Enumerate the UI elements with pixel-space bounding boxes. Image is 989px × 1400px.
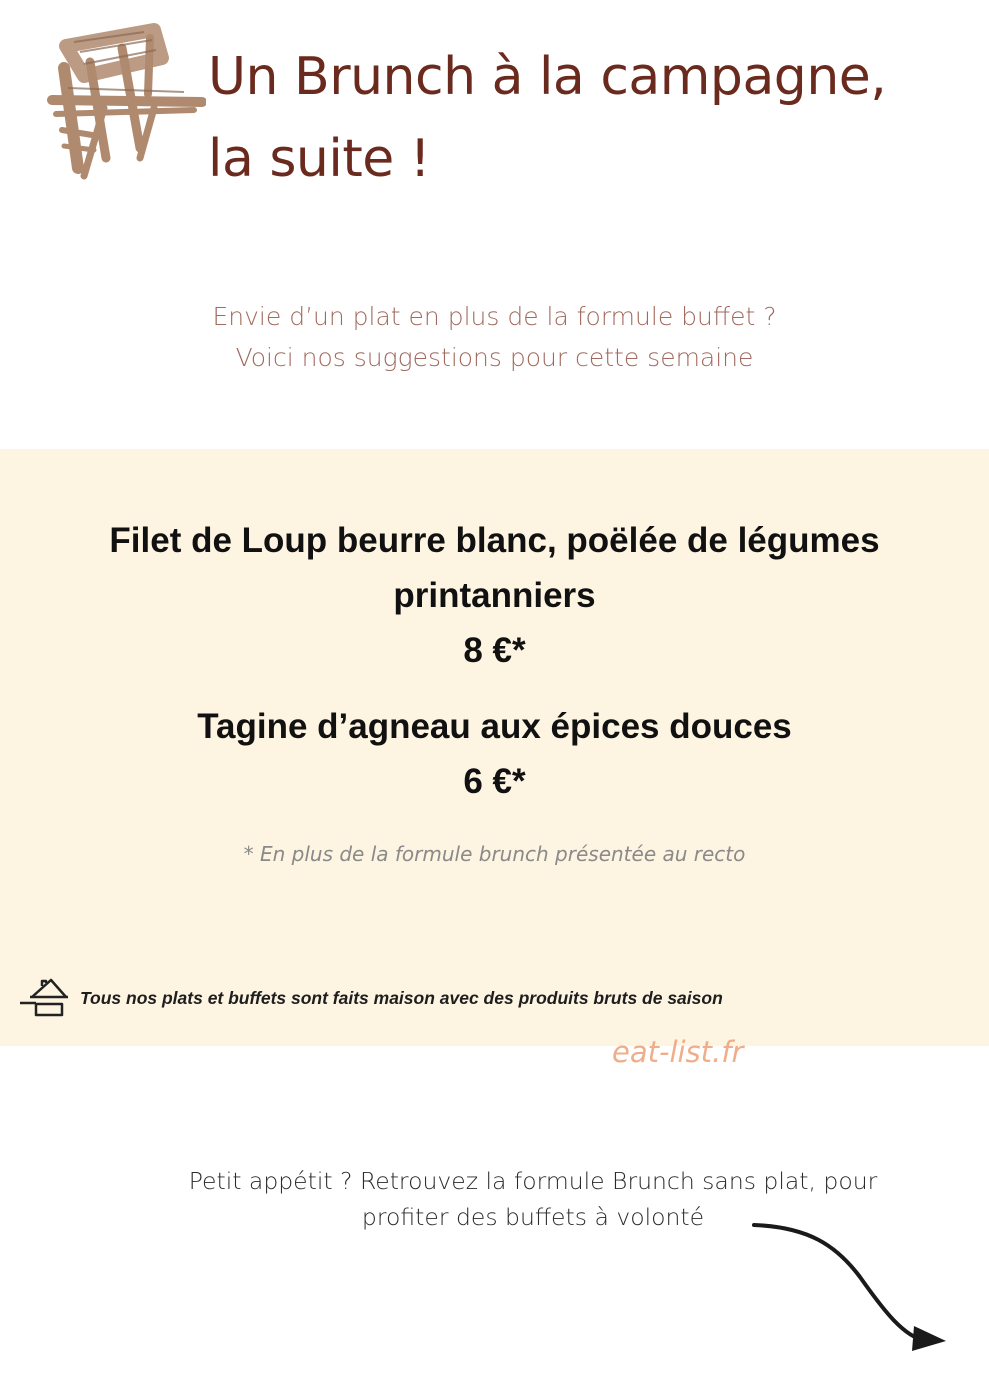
price-footnote: * En plus de la formule brunch présentée au recto xyxy=(243,842,746,866)
homemade-house-icon xyxy=(18,975,70,1019)
dish-name-line-1: Filet de Loup beurre blanc, poëlée de légumes xyxy=(109,521,880,560)
curved-arrow-icon xyxy=(748,1215,958,1360)
page-title-line-1: Un Brunch à la campagne, xyxy=(208,47,887,107)
dish-price: 8 €* xyxy=(463,631,526,670)
chair-sketch-logo-icon xyxy=(44,18,206,180)
bottom-note-line-1: Petit appétit ? Retrouvez la formule Brunch sans plat, pour xyxy=(188,1167,878,1195)
dish-price: 6 €* xyxy=(463,762,526,801)
homemade-statement: Tous nos plats et buffets sont faits maison avec des produits bruts de saison xyxy=(80,988,723,1008)
watermark: eat-list.fr xyxy=(612,1035,744,1069)
intro-line-1: Envie d’un plat en plus de la formule buffet ? xyxy=(212,302,777,331)
page-title xyxy=(208,36,968,200)
dish-name-line-2: printanniers xyxy=(393,576,596,615)
intro-text xyxy=(0,296,989,378)
page-title-line-2: la suite ! xyxy=(208,129,431,189)
dish-name-line-1: Tagine d’agneau aux épices douces xyxy=(197,707,792,746)
intro-line-2: Voici nos suggestions pour cette semaine xyxy=(235,343,754,372)
bottom-note-line-2: profiter des buffets à volonté xyxy=(361,1203,705,1231)
dish-item xyxy=(0,513,989,678)
dish-item xyxy=(0,699,989,809)
